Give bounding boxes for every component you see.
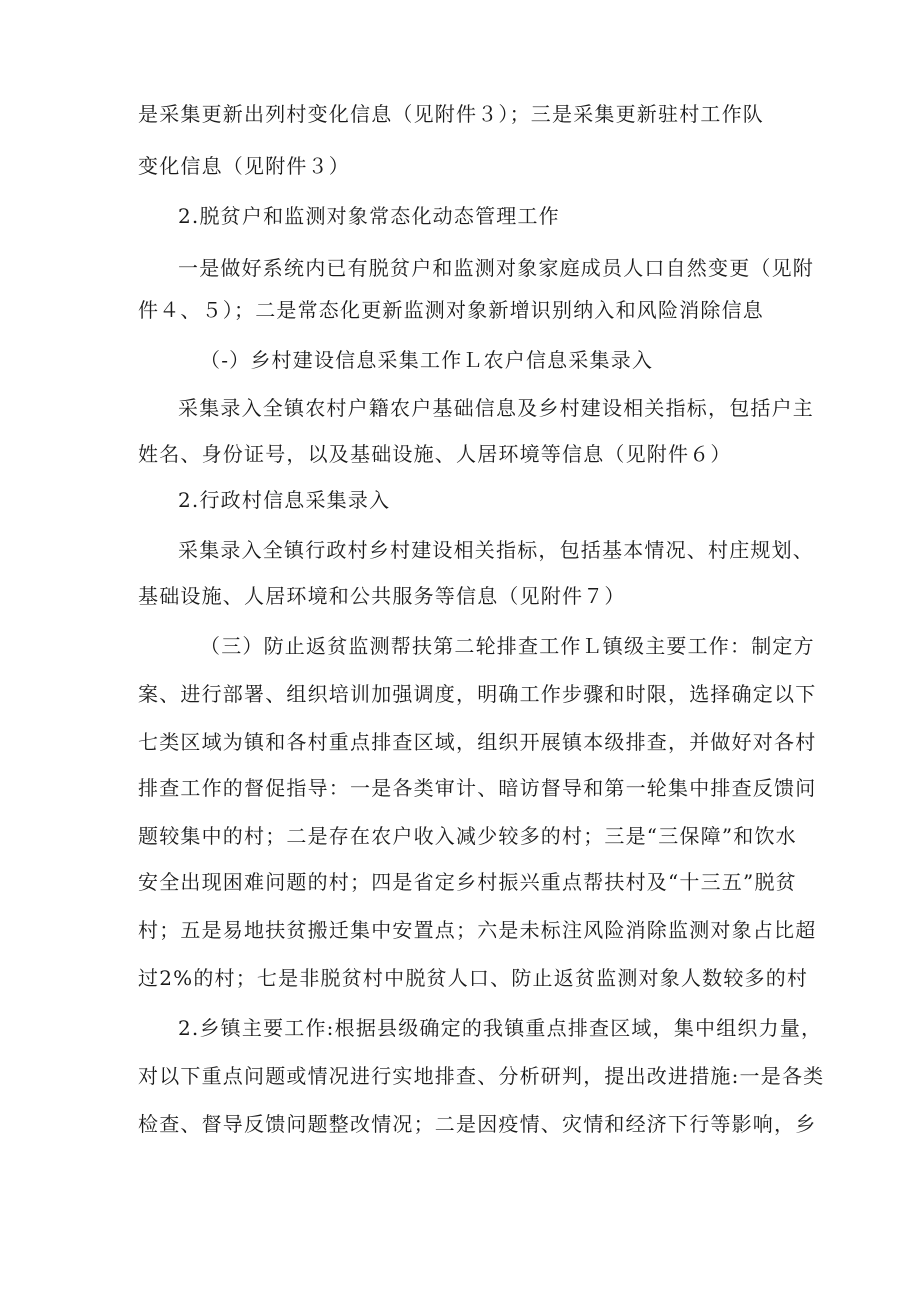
text-line: 基础设施、人居环境和公共服务等信息（见附件７） [138, 584, 626, 608]
text-line: 姓名、身份证号，以及基础设施、人居环境等信息（见附件６） [138, 442, 732, 466]
text-line: 七类区域为镇和各村重点排查区域，组织开展镇本级排查，并做好对各村 [138, 730, 817, 754]
text-line: 一是做好系统内已有脱贫户和监测对象家庭成员人口自然变更（见附 [178, 256, 814, 280]
section-heading: 2.乡镇主要工作:根据县级确定的我镇重点排查区域，集中组织力量， [178, 1016, 823, 1040]
text-line: 过2%的村；七是非脱贫村中脱贫人口、防止返贫监测对象人数较多的村 [138, 966, 809, 990]
text-line: 案、进行部署、组织培训加强调度，明确工作步骤和时限，选择确定以下 [138, 682, 817, 706]
text-line: 检查、督导反馈问题整改情况；二是因疫情、灾情和经济下行等影响，乡 [138, 1112, 817, 1136]
text-line: 变化信息（见附件３） [138, 154, 350, 178]
text-line: 件４、５）；二是常态化更新监测对象新增识别纳入和风险消除信息 [138, 298, 764, 322]
text-line: 安全出现困难问题的村；四是省定乡村振兴重点帮扶村及“十三五”脱贫 [138, 870, 797, 894]
section-heading: （三）防止返贫监测帮扶第二轮排查工作Ｌ镇级主要工作：制定方 [200, 634, 815, 658]
section-heading: 2.脱贫户和监测对象常态化动态管理工作 [178, 204, 560, 228]
text-line: 题较集中的村；二是存在农户收入减少较多的村；三是“三保障”和饮水 [138, 824, 797, 848]
text-line: 是采集更新出列村变化信息（见附件３）；三是采集更新驻村工作队 [138, 102, 764, 126]
text-line: 村；五是易地扶贫搬迁集中安置点；六是未标注风险消除监测对象占比超 [138, 918, 817, 942]
text-line: 排查工作的督促指导：一是各类审计、暗访督导和第一轮集中排查反馈问 [138, 776, 817, 800]
text-line: 采集录入全镇行政村乡村建设相关指标，包括基本情况、村庄规划、 [178, 538, 814, 562]
section-heading: 2.行政村信息采集录入 [178, 488, 391, 512]
text-line: 采集录入全镇农村户籍农户基础信息及乡村建设相关指标，包括户主 [178, 396, 814, 420]
text-line: 对以下重点问题或情况进行实地排查、分析研判，提出改进措施:一是各类 [138, 1064, 825, 1088]
section-heading: （-）乡村建设信息采集工作Ｌ农户信息采集录入 [200, 348, 654, 372]
